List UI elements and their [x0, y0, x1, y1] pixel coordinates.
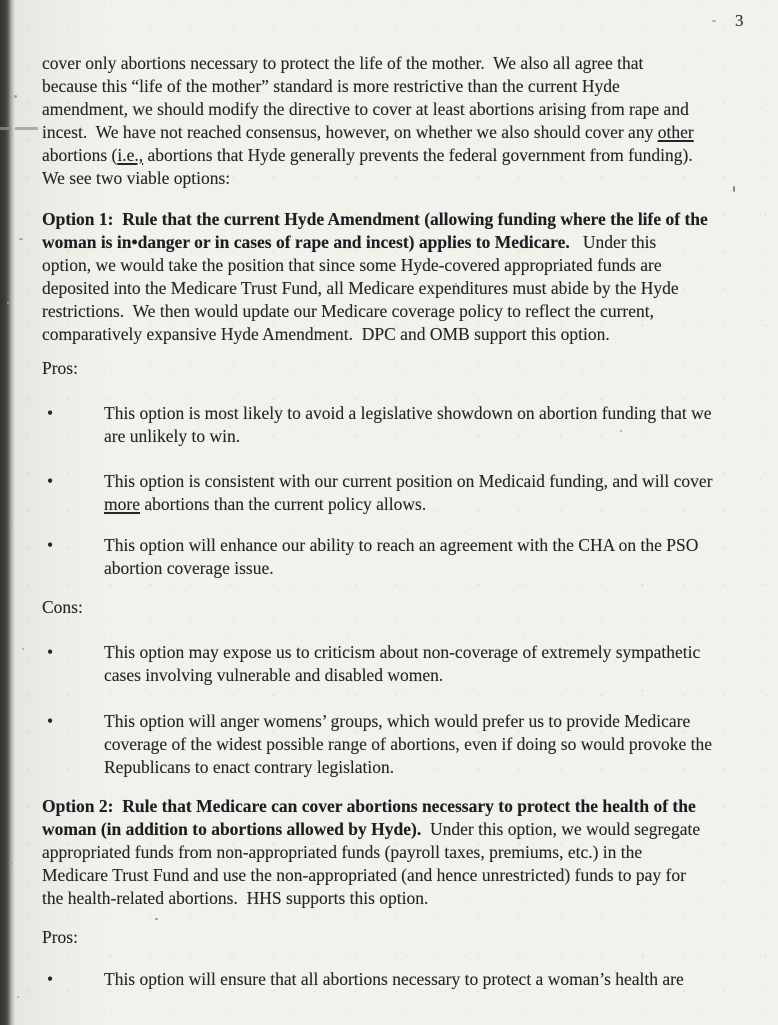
- intro-paragraph: [42, 52, 754, 190]
- text-segment: abortions than the current policy allows.: [139, 494, 427, 514]
- text-line: comparatively expansive Hyde Amendment. DPC and OMB support this option.: [42, 324, 610, 344]
- bullet-text: [104, 534, 698, 580]
- bullet-text: [104, 710, 712, 779]
- text-line: Option 1: Rule that the current Hyde Amendment (allowing funding where the life of the: [42, 209, 708, 229]
- pros1-bullet-1: [42, 402, 754, 448]
- cons-bullet-1: [42, 641, 754, 687]
- text-line: This option is consistent with our current position on Medicaid funding, and will cover: [104, 471, 713, 491]
- section-heading: Pros:: [42, 358, 78, 378]
- text-line: Option 2: Rule that Medicare can cover abortions necessary to protect the health of the: [42, 796, 696, 816]
- text-line: [104, 493, 713, 516]
- text-line: Republicans to enact contrary legislation.: [104, 757, 395, 777]
- text-line: [42, 144, 754, 167]
- bullet-icon: •: [47, 535, 54, 555]
- pros1-bullet-2: [42, 470, 754, 516]
- text-line: [42, 818, 754, 841]
- text-line: abortion coverage issue.: [104, 558, 274, 578]
- text-segment: woman (in addition to abortions allowed by Hyde).: [42, 819, 422, 839]
- text-line: appropriated funds from non-appropriated funds (payroll taxes, premiums, etc.) in the: [42, 842, 643, 862]
- section-heading: Cons:: [42, 597, 83, 617]
- pros2-bullet-1: [42, 968, 754, 991]
- page-number: 3: [735, 11, 744, 30]
- text-line: because this “life of the mother” standard is more restrictive than the current Hyde: [42, 76, 620, 96]
- text-line: are unlikely to win.: [104, 426, 241, 446]
- text-line: [42, 231, 754, 254]
- pros-heading-option2: [42, 926, 754, 949]
- bullet-text: [104, 641, 700, 687]
- underlined-text: more: [104, 494, 140, 514]
- text-line: deposited into the Medicare Trust Fund, all Medicare expenditures must abide by the Hyde: [42, 278, 679, 298]
- text-line: This option will ensure that all abortions necessary to protect a woman’s health are: [104, 969, 684, 989]
- text-line: restrictions. We then would update our Medicare coverage policy to reflect the current,: [42, 301, 654, 321]
- pros1-bullet-3: [42, 534, 754, 580]
- text-segment: Under this option, we would segregate: [421, 819, 701, 839]
- text-line: This option may expose us to criticism about non-coverage of extremely sympathetic: [104, 642, 701, 662]
- bullet-icon: •: [47, 969, 54, 989]
- text-line: This option will enhance our ability to reach an agreement with the CHA on the PSO: [104, 535, 699, 555]
- text-line: cases involving vulnerable and disabled women.: [104, 665, 444, 685]
- text-line: cover only abortions necessary to protect the life of the mother. We also all agree that: [42, 53, 644, 73]
- section-heading: Pros:: [42, 927, 78, 947]
- bullet-icon: •: [47, 403, 54, 423]
- cons-heading-option1: [42, 596, 754, 619]
- text-line: [42, 121, 754, 144]
- text-line: amendment, we should modify the directive to cover at least abortions arising from rape and: [42, 99, 689, 119]
- bullet-text: [104, 968, 684, 991]
- text-line: We see two viable options:: [42, 168, 231, 188]
- bullet-icon: •: [47, 471, 54, 491]
- text-line: This option will anger womens’ groups, which would prefer us to provide Medicare: [104, 711, 691, 731]
- text-line: This option is most likely to avoid a legislative showdown on abortion funding that we: [104, 403, 712, 423]
- text-segment: woman is in•danger or in cases of rape and incest) applies to Medicare.: [42, 232, 570, 252]
- text-segment: incest. We have not reached consensus, however, on whether we also should cover any: [42, 122, 658, 142]
- text-segment: Under this: [569, 232, 657, 252]
- underlined-text: other: [657, 122, 694, 142]
- bullet-text: [104, 470, 713, 516]
- pros-heading-option1: [42, 357, 754, 380]
- text-segment: abortions that Hyde generally prevents the federal government from funding).: [143, 145, 693, 165]
- underlined-text: i.e.,: [117, 145, 144, 165]
- cons-bullet-2: [42, 710, 754, 779]
- bullet-icon: •: [47, 642, 54, 662]
- text-line: coverage of the widest possible range of abortions, even if doing so would provoke the: [104, 734, 712, 754]
- bullet-text: [104, 402, 712, 448]
- text-line: the health-related abortions. HHS supports this option.: [42, 888, 429, 908]
- text-line: Medicare Trust Fund and use the non-appropriated (and hence unrestricted) funds to pay for: [42, 865, 686, 885]
- text-line: option, we would take the position that since some Hyde-covered appropriated funds are: [42, 255, 662, 275]
- option2-paragraph: [42, 795, 754, 910]
- bullet-icon: •: [47, 711, 54, 731]
- option1-paragraph: [42, 208, 754, 346]
- text-segment: abortions (: [42, 145, 118, 165]
